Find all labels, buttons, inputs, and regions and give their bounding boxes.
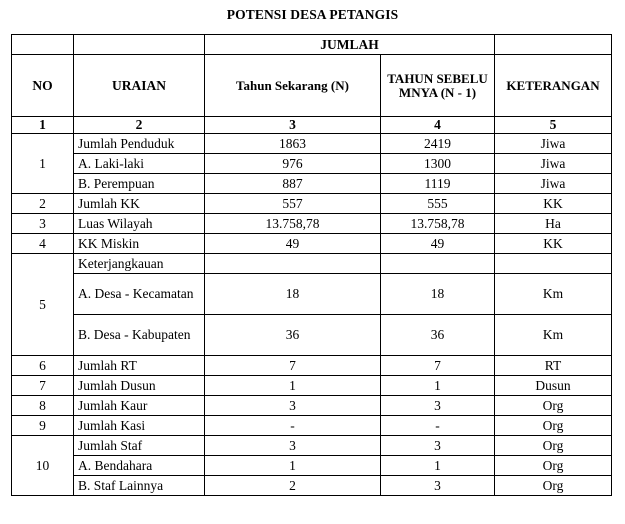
tahun-sekarang-cell: 36 — [205, 315, 381, 356]
table-row — [12, 376, 612, 396]
tahun-sebelumnya-cell: 7 — [381, 356, 495, 376]
uraian-cell: A. Bendahara — [74, 456, 205, 476]
tahun-sekarang-cell: 887 — [205, 174, 381, 194]
tahun-sekarang-cell: 7 — [205, 356, 381, 376]
uraian-cell: B. Desa - Kabupaten — [74, 315, 205, 356]
header-row-main — [12, 55, 612, 117]
row-number: 9 — [12, 416, 74, 436]
keterangan-cell: Km — [495, 274, 612, 315]
column-number-5: 5 — [495, 117, 612, 134]
tahun-sebelumnya-cell: 3 — [381, 476, 495, 496]
uraian-cell: Jumlah Staf — [74, 436, 205, 456]
row-number: 7 — [12, 376, 74, 396]
tahun-sebelumnya-cell: 2419 — [381, 134, 495, 154]
column-number-3: 3 — [205, 117, 381, 134]
tahun-sebelumnya-cell: 1 — [381, 456, 495, 476]
keterangan-cell: Jiwa — [495, 134, 612, 154]
keterangan-cell: Org — [495, 396, 612, 416]
tahun-sekarang-cell: 18 — [205, 274, 381, 315]
table-row — [12, 274, 612, 315]
keterangan-cell: Ha — [495, 214, 612, 234]
uraian-cell: B. Staf Lainnya — [74, 476, 205, 496]
tahun-sekarang-cell: - — [205, 416, 381, 436]
tahun-sebelumnya-cell: 1119 — [381, 174, 495, 194]
uraian-cell: Jumlah KK — [74, 194, 205, 214]
column-number-4: 4 — [381, 117, 495, 134]
header-uraian: URAIAN — [74, 55, 205, 117]
table-row — [12, 174, 612, 194]
tahun-sebelumnya-cell: 1300 — [381, 154, 495, 174]
header-row-top — [12, 35, 612, 55]
table-row — [12, 476, 612, 496]
tahun-sekarang-cell: 13.758,78 — [205, 214, 381, 234]
header-spacer-keterangan — [495, 35, 612, 55]
potensi-table — [11, 34, 612, 496]
keterangan-cell: RT — [495, 356, 612, 376]
uraian-cell: KK Miskin — [74, 234, 205, 254]
tahun-sekarang-cell: 3 — [205, 436, 381, 456]
table-row — [12, 315, 612, 356]
tahun-sekarang-cell: 976 — [205, 154, 381, 174]
keterangan-cell: Org — [495, 476, 612, 496]
tahun-sekarang-cell: 2 — [205, 476, 381, 496]
header-jumlah: JUMLAH — [205, 35, 495, 55]
table-row — [12, 356, 612, 376]
keterangan-cell: Org — [495, 436, 612, 456]
header-tahun-sekarang: Tahun Sekarang (N) — [205, 55, 381, 117]
header-keterangan: KETERANGAN — [495, 55, 612, 117]
header-spacer-uraian — [74, 35, 205, 55]
tahun-sebelumnya-cell: - — [381, 416, 495, 436]
table-row — [12, 416, 612, 436]
table-row — [12, 234, 612, 254]
row-number: 6 — [12, 356, 74, 376]
row-number: 8 — [12, 396, 74, 416]
keterangan-cell: KK — [495, 194, 612, 214]
keterangan-cell: Km — [495, 315, 612, 356]
tahun-sekarang-cell: 557 — [205, 194, 381, 214]
header-no: NO — [12, 55, 74, 117]
uraian-cell: A. Desa - Kecamatan — [74, 274, 205, 315]
uraian-cell: Jumlah Kaur — [74, 396, 205, 416]
table-row — [12, 436, 612, 456]
tahun-sebelumnya-cell: 36 — [381, 315, 495, 356]
tahun-sebelumnya-cell: 49 — [381, 234, 495, 254]
table-row — [12, 154, 612, 174]
tahun-sekarang-cell: 49 — [205, 234, 381, 254]
tahun-sekarang-cell: 3 — [205, 396, 381, 416]
uraian-cell: B. Perempuan — [74, 174, 205, 194]
column-number-2: 2 — [74, 117, 205, 134]
keterangan-cell: Org — [495, 416, 612, 436]
table-row — [12, 396, 612, 416]
uraian-cell: A. Laki-laki — [74, 154, 205, 174]
tahun-sebelumnya-cell: 18 — [381, 274, 495, 315]
tahun-sebelumnya-cell: 3 — [381, 396, 495, 416]
page-title: POTENSI DESA PETANGIS — [226, 7, 399, 22]
tahun-sekarang-cell: 1 — [205, 376, 381, 396]
row-number: 1 — [12, 134, 74, 194]
tahun-sebelumnya-cell — [381, 254, 495, 274]
tahun-sekarang-cell: 1 — [205, 456, 381, 476]
row-number: 3 — [12, 214, 74, 234]
tahun-sekarang-cell: 1863 — [205, 134, 381, 154]
uraian-cell: Keterjangkauan — [74, 254, 205, 274]
table-row — [12, 214, 612, 234]
table-row — [12, 194, 612, 214]
keterangan-cell: Org — [495, 456, 612, 476]
column-number-1: 1 — [12, 117, 74, 134]
row-number: 10 — [12, 436, 74, 496]
row-number: 4 — [12, 234, 74, 254]
tahun-sebelumnya-cell: 1 — [381, 376, 495, 396]
uraian-cell: Jumlah Dusun — [74, 376, 205, 396]
uraian-cell: Jumlah Kasi — [74, 416, 205, 436]
uraian-cell: Jumlah Penduduk — [74, 134, 205, 154]
uraian-cell: Luas Wilayah — [74, 214, 205, 234]
keterangan-cell — [495, 254, 612, 274]
tahun-sekarang-cell — [205, 254, 381, 274]
table-row — [12, 456, 612, 476]
keterangan-cell: KK — [495, 234, 612, 254]
tahun-sebelumnya-cell: 555 — [381, 194, 495, 214]
keterangan-cell: Jiwa — [495, 174, 612, 194]
header-tahun-sebelumnya: TAHUN SEBELUMNYA (N - 1) — [381, 55, 495, 117]
tahun-sebelumnya-cell: 13.758,78 — [381, 214, 495, 234]
tahun-sebelumnya-cell: 3 — [381, 436, 495, 456]
table-row — [12, 134, 612, 154]
row-number: 2 — [12, 194, 74, 214]
column-number-row — [12, 117, 612, 134]
table-row — [12, 254, 612, 274]
row-number: 5 — [12, 254, 74, 356]
header-spacer-no — [12, 35, 74, 55]
uraian-cell: Jumlah RT — [74, 356, 205, 376]
keterangan-cell: Dusun — [495, 376, 612, 396]
keterangan-cell: Jiwa — [495, 154, 612, 174]
